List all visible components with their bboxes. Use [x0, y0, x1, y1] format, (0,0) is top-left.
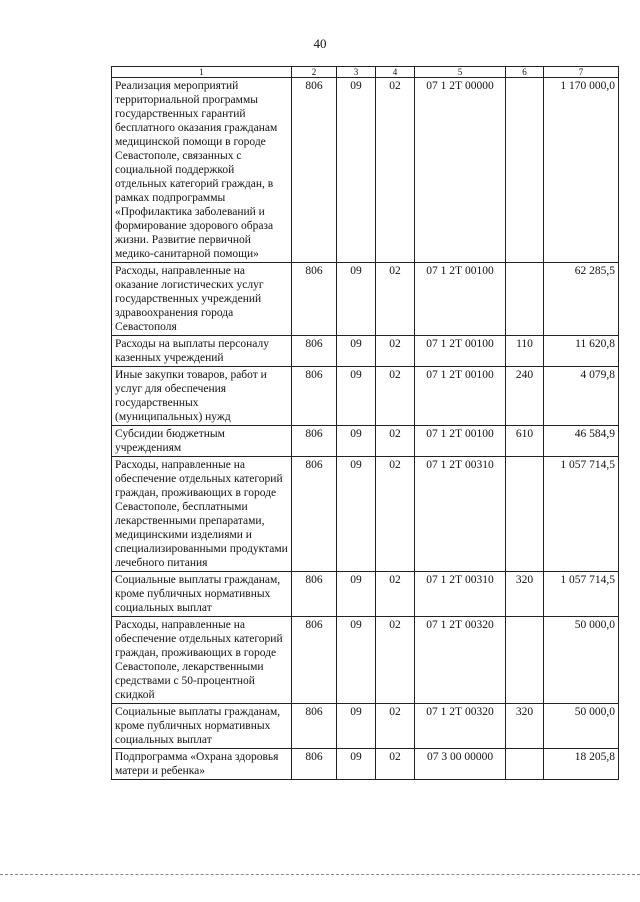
amount: 1 170 000,0 [544, 78, 619, 263]
page-number: 40 [313, 36, 327, 51]
ministry-code: 806 [292, 78, 337, 263]
subsection-code: 02 [376, 367, 415, 426]
amount: 1 057 714,5 [544, 572, 619, 617]
target-article-code: 07 1 2Т 00320 [415, 617, 506, 704]
subsection-code: 02 [376, 457, 415, 572]
row-name: Расходы на выплаты персоналу казенных учреждений [112, 336, 292, 367]
amount: 1 057 714,5 [544, 457, 619, 572]
target-article-code: 07 3 00 00000 [415, 749, 506, 780]
column-header: 4 [376, 67, 415, 78]
row-name: Субсидии бюджетным учреждениям [112, 426, 292, 457]
target-article-code: 07 1 2Т 00100 [415, 263, 506, 336]
table-header-row [112, 67, 619, 78]
row-name: Расходы, направленные на оказание логистических услуг государственных учреждений здравоохранения города Севастополя [112, 263, 292, 336]
ministry-code: 806 [292, 704, 337, 749]
subsection-code: 02 [376, 336, 415, 367]
ministry-code: 806 [292, 572, 337, 617]
table-row [112, 336, 619, 367]
table-row [112, 572, 619, 617]
expense-type-code: 610 [506, 426, 544, 457]
table-row [112, 457, 619, 572]
table-row [112, 263, 619, 336]
subsection-code: 02 [376, 78, 415, 263]
column-header: 6 [506, 67, 544, 78]
section-code: 09 [337, 704, 376, 749]
column-header: 5 [415, 67, 506, 78]
ministry-code: 806 [292, 617, 337, 704]
ministry-code: 806 [292, 749, 337, 780]
target-article-code: 07 1 2Т 00100 [415, 426, 506, 457]
table-row [112, 367, 619, 426]
page-bottom-divider [0, 874, 640, 875]
section-code: 09 [337, 572, 376, 617]
column-header: 1 [112, 67, 292, 78]
subsection-code: 02 [376, 572, 415, 617]
row-name: Социальные выплаты гражданам, кроме публичных нормативных социальных выплат [112, 704, 292, 749]
amount: 11 620,8 [544, 336, 619, 367]
table-row [112, 426, 619, 457]
row-name: Подпрограмма «Охрана здоровья матери и ребенка» [112, 749, 292, 780]
row-name: Расходы, направленные на обеспечение отдельных категорий граждан, проживающих в городе Севастополе, лекарственными средствами с 50-процентной скидкой [112, 617, 292, 704]
expense-type-code: 110 [506, 336, 544, 367]
row-name: Социальные выплаты гражданам, кроме публичных нормативных социальных выплат [112, 572, 292, 617]
ministry-code: 806 [292, 336, 337, 367]
target-article-code: 07 1 2Т 00100 [415, 336, 506, 367]
table-row [112, 704, 619, 749]
section-code: 09 [337, 78, 376, 263]
section-code: 09 [337, 367, 376, 426]
target-article-code: 07 1 2Т 00310 [415, 572, 506, 617]
expense-type-code [506, 263, 544, 336]
section-code: 09 [337, 336, 376, 367]
section-code: 09 [337, 617, 376, 704]
amount: 4 079,8 [544, 367, 619, 426]
section-code: 09 [337, 263, 376, 336]
target-article-code: 07 1 2Т 00310 [415, 457, 506, 572]
column-header: 2 [292, 67, 337, 78]
table-row [112, 78, 619, 263]
expense-type-code [506, 457, 544, 572]
row-name: Реализация мероприятий территориальной программы государственных гарантий бесплатного оказания гражданам медицинской помощи в городе Севастополе, связанных с социальной поддержкой отдельных категорий граждан, в рамках подпрограммы «Профилактика заболеваний и формирование здорового образа жизни. Развитие первичной медико-санитарной помощи» [112, 78, 292, 263]
expense-type-code [506, 78, 544, 263]
ministry-code: 806 [292, 426, 337, 457]
subsection-code: 02 [376, 263, 415, 336]
expense-type-code: 320 [506, 572, 544, 617]
target-article-code: 07 1 2Т 00320 [415, 704, 506, 749]
subsection-code: 02 [376, 704, 415, 749]
table-row [112, 749, 619, 780]
ministry-code: 806 [292, 263, 337, 336]
column-header: 7 [544, 67, 619, 78]
target-article-code: 07 1 2Т 00000 [415, 78, 506, 263]
target-article-code: 07 1 2Т 00100 [415, 367, 506, 426]
expense-type-code [506, 617, 544, 704]
subsection-code: 02 [376, 749, 415, 780]
subsection-code: 02 [376, 617, 415, 704]
amount: 50 000,0 [544, 617, 619, 704]
column-header: 3 [337, 67, 376, 78]
section-code: 09 [337, 749, 376, 780]
table-row [112, 617, 619, 704]
ministry-code: 806 [292, 367, 337, 426]
row-name: Иные закупки товаров, работ и услуг для обеспечения государственных (муниципальных) нужд [112, 367, 292, 426]
ministry-code: 806 [292, 457, 337, 572]
budget-table [111, 66, 619, 780]
amount: 50 000,0 [544, 704, 619, 749]
amount: 62 285,5 [544, 263, 619, 336]
amount: 46 584,9 [544, 426, 619, 457]
expense-type-code: 320 [506, 704, 544, 749]
expense-type-code: 240 [506, 367, 544, 426]
amount: 18 205,8 [544, 749, 619, 780]
expense-type-code [506, 749, 544, 780]
row-name: Расходы, направленные на обеспечение отдельных категорий граждан, проживающих в городе Севастополе, бесплатными лекарственными препаратами, медицинскими изделиями и специализированными продуктами лечебного питания [112, 457, 292, 572]
section-code: 09 [337, 457, 376, 572]
section-code: 09 [337, 426, 376, 457]
subsection-code: 02 [376, 426, 415, 457]
